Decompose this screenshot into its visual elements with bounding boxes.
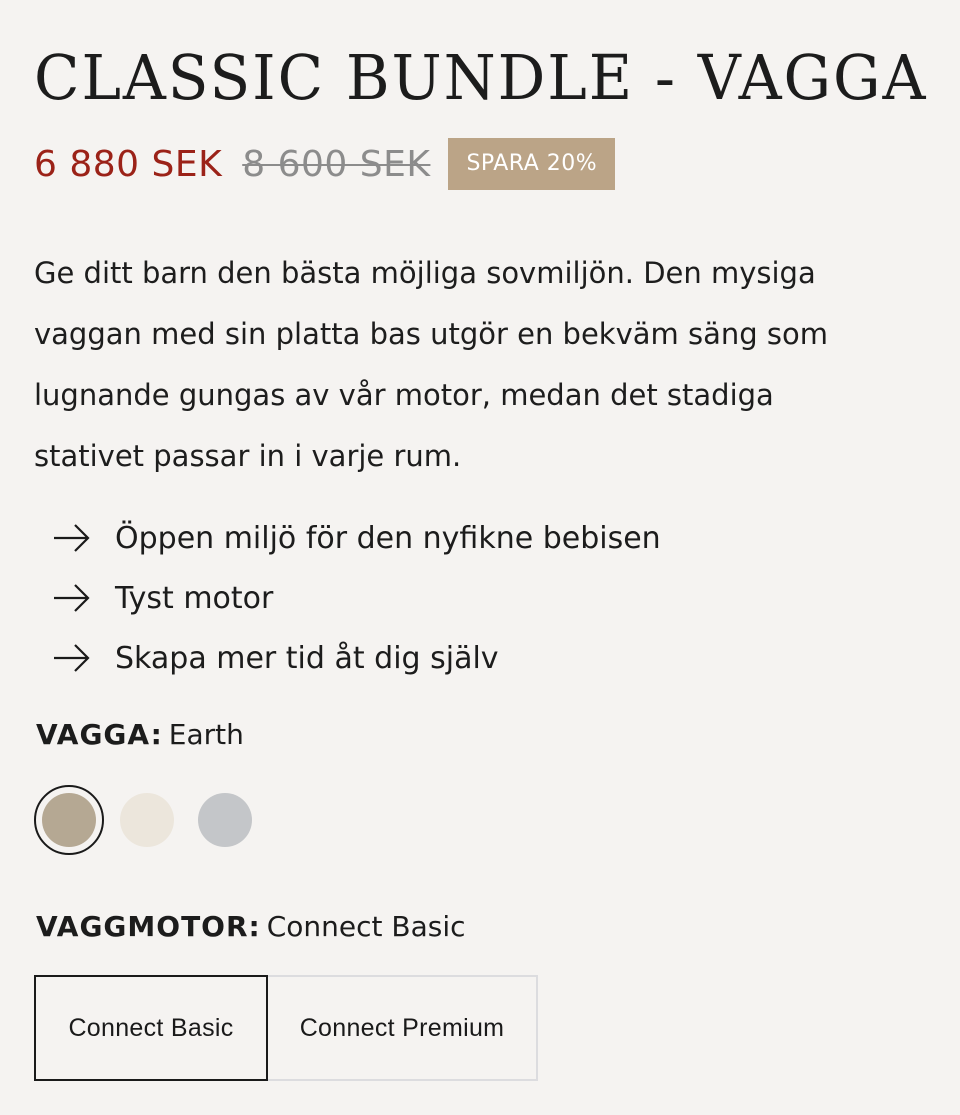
- current-price: 6 880 SEK: [34, 143, 223, 185]
- product-title: CLASSIC BUNDLE - VAGGA: [34, 41, 928, 114]
- description-line: Ge ditt barn den bästa möjliga sovmiljön. Den mysiga: [34, 256, 816, 290]
- motor-options: [34, 975, 538, 1081]
- price-row: [34, 138, 615, 190]
- product-description: [34, 243, 934, 487]
- swatch-cream[interactable]: [120, 793, 174, 847]
- arrow-right-icon: [50, 642, 94, 674]
- cradle-option-label: [36, 718, 244, 751]
- original-price: 8 600 SEK: [242, 143, 431, 185]
- swatch-grey[interactable]: [198, 793, 252, 847]
- feature-item: [50, 508, 661, 568]
- motor-option-key: VAGGMOTOR:: [36, 910, 261, 943]
- description-line: vaggan med sin platta bas utgör en bekväm säng som: [34, 317, 828, 351]
- discount-badge: SPARA 20%: [448, 138, 615, 190]
- arrow-right-icon: [50, 522, 94, 554]
- connect-basic-button[interactable]: Connect Basic: [34, 975, 268, 1081]
- cradle-option-value: Earth: [168, 718, 244, 751]
- motor-option-value: Connect Basic: [266, 910, 466, 943]
- feature-item: [50, 568, 661, 628]
- feature-text: Skapa mer tid åt dig själv: [115, 640, 499, 676]
- color-swatches: [34, 785, 276, 855]
- swatch-earth[interactable]: [34, 785, 104, 855]
- description-line: lugnande gungas av vår motor, medan det stadiga: [34, 378, 774, 412]
- cradle-option-key: VAGGA:: [36, 718, 163, 751]
- swatch-color: [42, 793, 96, 847]
- feature-text: Tyst motor: [115, 580, 274, 616]
- feature-text: Öppen miljö för den nyfikne bebisen: [115, 520, 661, 556]
- arrow-right-icon: [50, 582, 94, 614]
- feature-list: [50, 508, 661, 688]
- motor-option-label: [36, 910, 466, 943]
- connect-premium-button[interactable]: Connect Premium: [268, 975, 538, 1081]
- feature-item: [50, 628, 661, 688]
- description-line: stativet passar in i varje rum.: [34, 439, 462, 473]
